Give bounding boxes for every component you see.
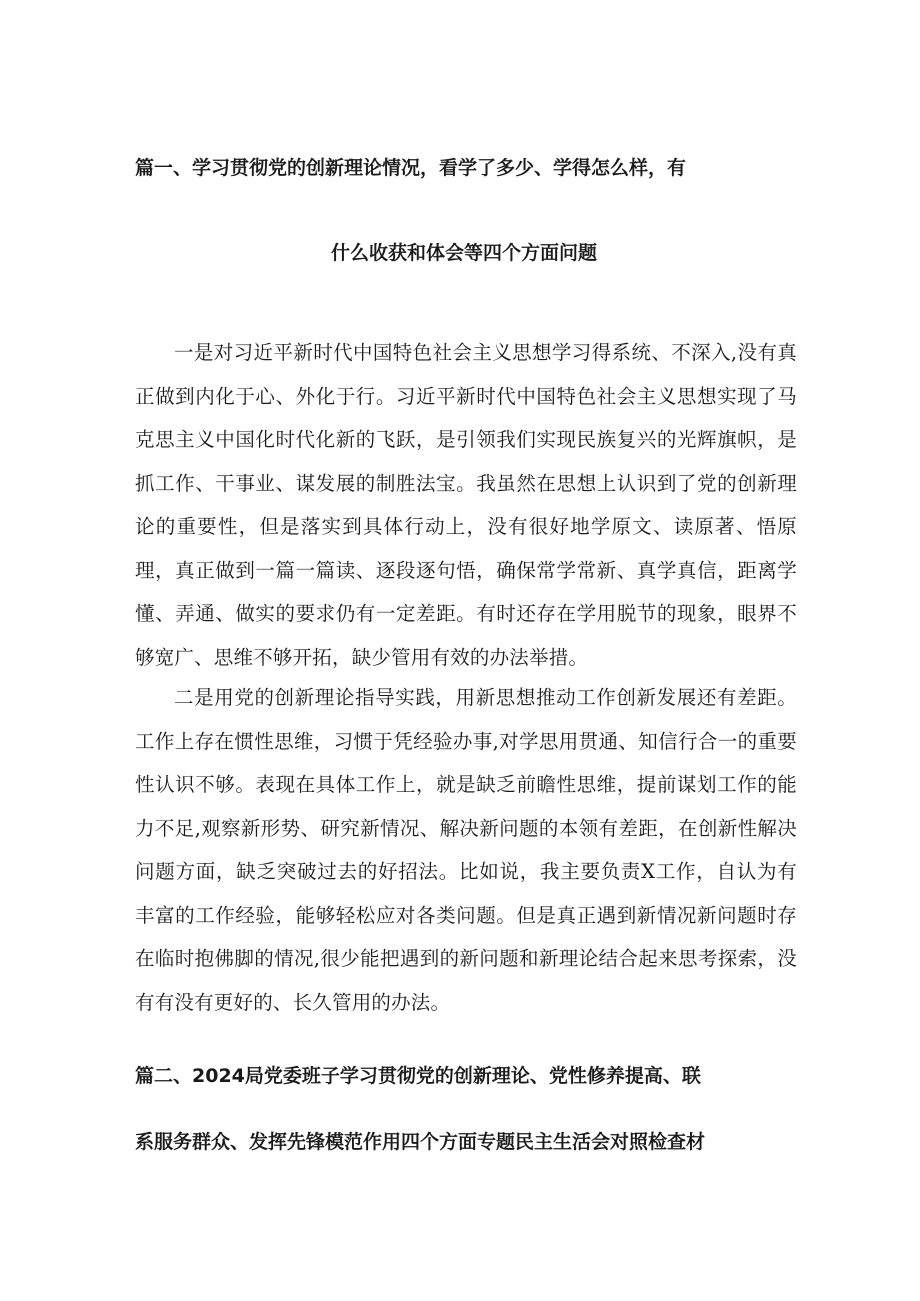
section2-heading-line2: 系服务群众、发挥先锋模范作用四个方面专题民主生活会对照检查材 <box>135 1131 706 1153</box>
section1-heading-line1: 篇一、学习贯彻党的创新理论情况，看学了多少、学得怎么样，有 <box>135 157 687 179</box>
section2-heading-line1: 篇二、2024局党委班子学习贯彻党的创新理论、党性修养提高、联 <box>135 1065 701 1087</box>
section1-paragraph-1: 一是对习近平新时代中国特色社会主义思想学习得系统、不深入,没有真正做到内化于心、外化于行。习近平新时代中国特色社会主义思想实现了马克思主义中国化时代化新的飞跃，是引领我们实现民族复兴的光辉旗帜，是抓工作、干事业、谋发展的制胜法宝。我虽然在思想上认识到了党的创新理论的重要性，但是落实到具体行动上，没有很好地学原文、读原著、悟原理，真正做到一篇一篇读、逐段逐句悟，确保常学常新、真学真信，距离学懂、弄通、做实的要求仍有一定差距。有时还存在学用脱节的现象，眼界不够宽广、思维不够开拓，缺少管用有效的办法举措。 <box>135 341 797 669</box>
section1-paragraph-2: 二是用党的创新理论指导实践，用新思想推动工作创新发展还有差距。工作上存在惯性思维，习惯于凭经验办事,对学思用贯通、知信行合一的重要性认识不够。表现在具体工作上，就是缺乏前瞻性思维，提前谋划工作的能力不足,观察新形势、研究新情况、解决新问题的本领有差距，在创新性解决问题方面，缺乏突破过去的好招法。比如说，我主要负责X工作，自认为有丰富的工作经验，能够轻松应对各类问题。但是真正遇到新情况新问题时存在临时抱佛脚的情况,很少能把遇到的新问题和新理论结合起来思考探索，没有有没有更好的、长久管用的办法。 <box>135 686 797 1014</box>
section1-heading-line2: 什么收获和体会等四个方面问题 <box>330 242 597 264</box>
